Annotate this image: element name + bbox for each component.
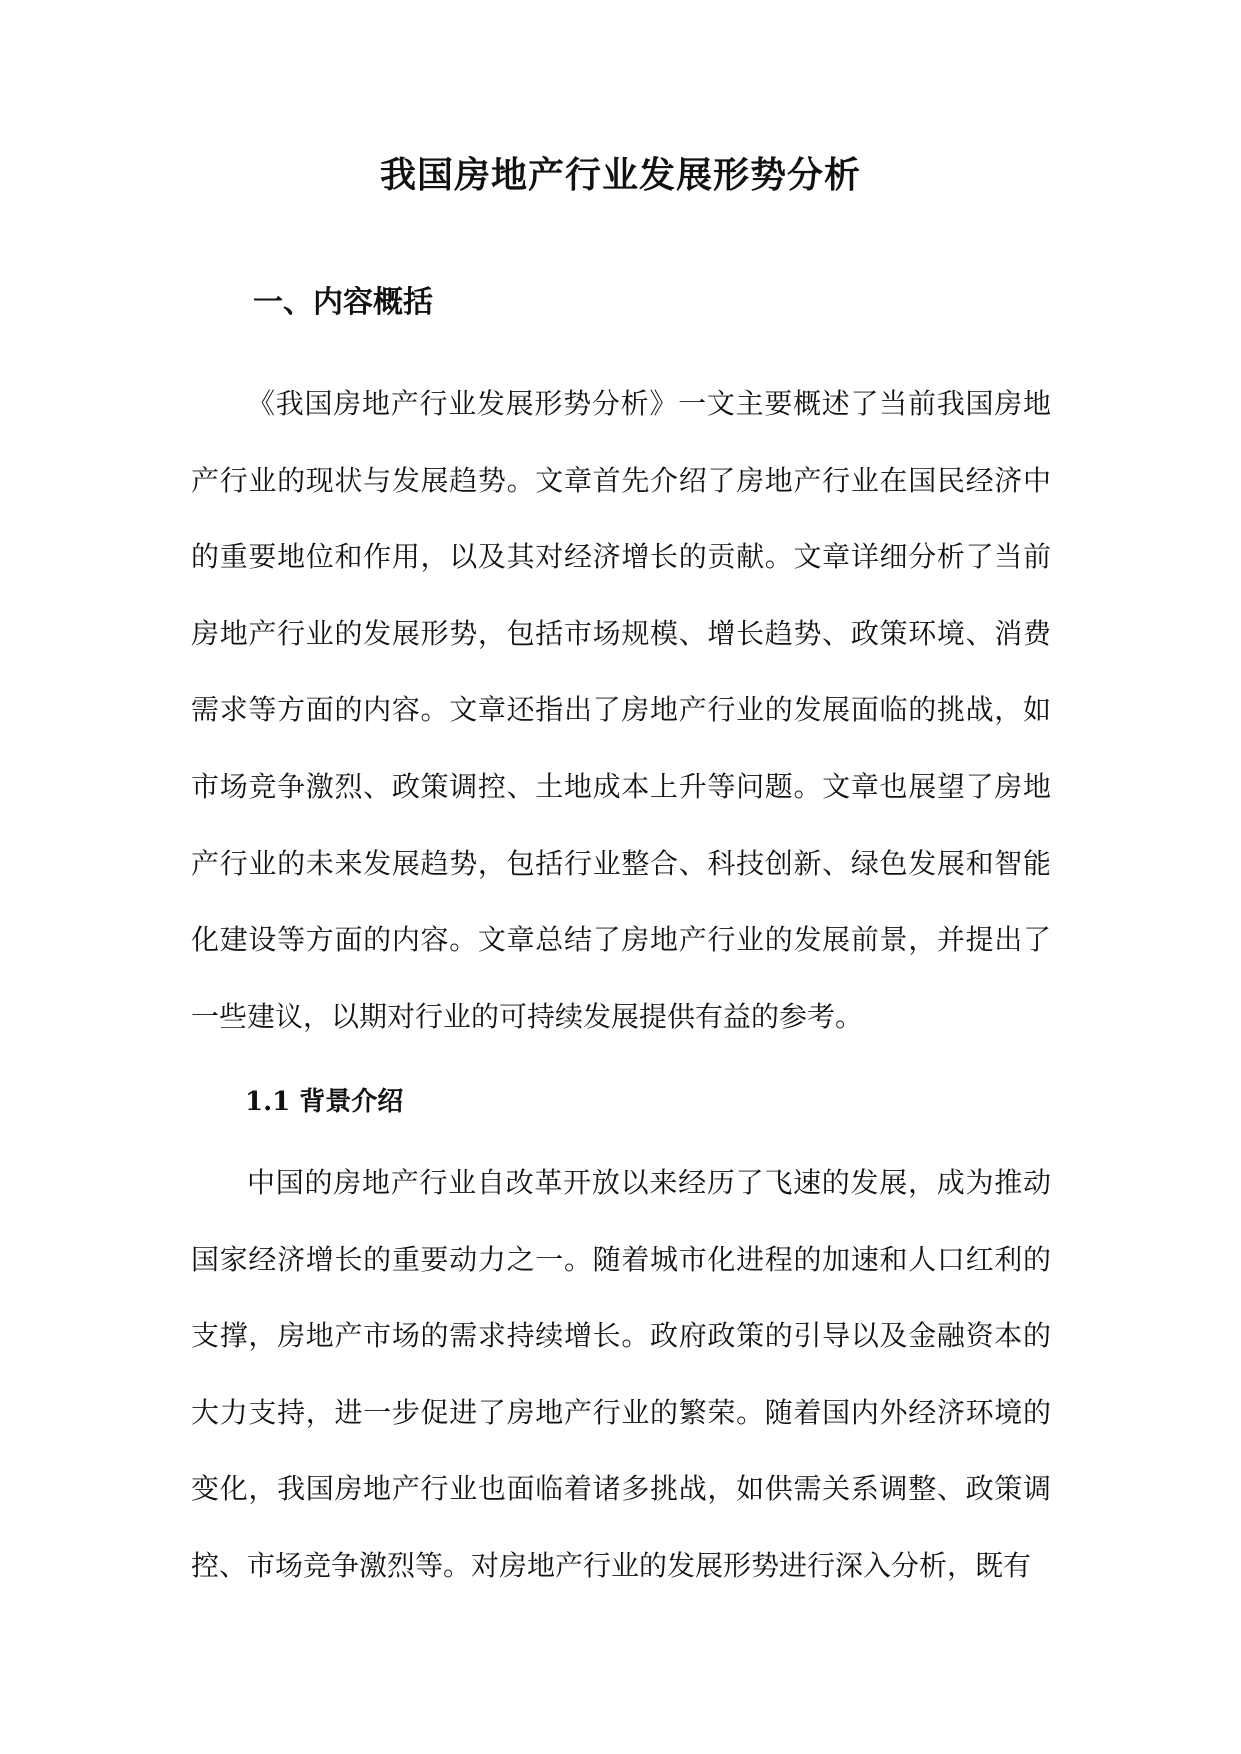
summary-paragraph: 《我国房地产行业发展形势分析》一文主要概述了当前我国房地产行业的现状与发展趋势。文章首先介绍了房地产行业在国民经济中的重要地位和作用，以及其对经济增长的贡献。文章详细分析了当前房地产行业的发展形势，包括市场规模、增长趋势、政策环境、消费需求等方面的内容。文章还指出了房地产行业的发展面临的挑战，如市场竞争激烈、政策调控、土地成本上升等问题。文章也展望了房地产行业的未来发展趋势，包括行业整合、科技创新、绿色发展和智能化建设等方面的内容。文章总结了房地产行业的发展前景，并提出了一些建议，以期对行业的可持续发展提供有益的参考。 <box>191 387 1051 1033</box>
section-heading-background: 1.1 背景介绍 <box>245 1087 404 1117</box>
section-heading-summary: 一、内容概括 <box>253 285 433 320</box>
background-paragraph: 中国的房地产行业自改革开放以来经历了飞速的发展，成为推动国家经济增长的重要动力之一。随着城市化进程的加速和人口红利的支撑，房地产市场的需求持续增长。政府政策的引导以及金融资本的大力支持，进一步促进了房地产行业的繁荣。随着国内外经济环境的变化，我国房地产行业也面临着诸多挑战，如供需关系调整、政策调控、市场竞争激烈等。对房地产行业的发展形势进行深入分析，既有 <box>191 1166 1051 1582</box>
document-title: 我国房地产行业发展形势分析 <box>379 154 861 196</box>
